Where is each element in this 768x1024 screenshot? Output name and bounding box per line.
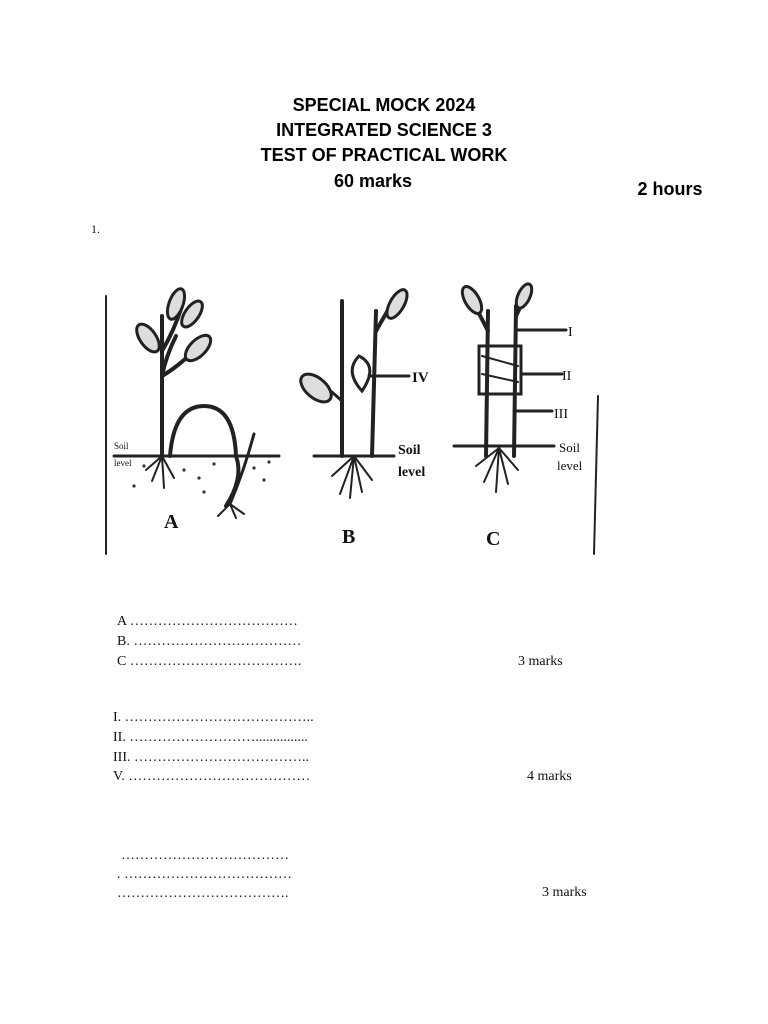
answer-line[interactable]: ……………………………… xyxy=(121,848,289,863)
plant-label-b: B xyxy=(342,526,356,548)
part-label-iv: IV xyxy=(412,370,429,386)
question-number: 1. xyxy=(91,222,100,236)
answer-line-v[interactable]: V. ………………………………… xyxy=(113,769,311,784)
leaf xyxy=(132,320,163,355)
soil-label-a: Soil xyxy=(114,441,129,451)
soil-label-b: Soil xyxy=(398,443,421,458)
exam-title: SPECIAL MOCK 2024 xyxy=(292,95,476,115)
plant-label-c: C xyxy=(486,528,501,550)
subject-title: INTEGRATED SCIENCE 3 xyxy=(276,120,492,140)
part-label-iii: III xyxy=(554,407,568,422)
answer-line[interactable]: . ……………………………… xyxy=(117,867,292,882)
marks-part1: 3 marks xyxy=(518,654,563,669)
answer-line-i[interactable]: I. ………………………………….. xyxy=(113,710,314,725)
part-label-i: I xyxy=(568,325,573,340)
leaf xyxy=(296,369,336,407)
paper-title: TEST OF PRACTICAL WORK xyxy=(260,145,508,165)
marks-part2: 4 marks xyxy=(527,769,572,784)
soil-label-a: level xyxy=(114,458,132,468)
answer-line-b[interactable]: B. ……………………………… xyxy=(117,634,302,649)
soil-label-c: level xyxy=(557,458,583,473)
soil-label-b: level xyxy=(398,465,426,480)
leaf xyxy=(458,284,485,317)
leaf xyxy=(181,331,215,365)
total-marks: 60 marks xyxy=(333,171,413,191)
plant-label-a: A xyxy=(164,511,179,533)
answer-line[interactable]: ………………………………. xyxy=(117,886,289,901)
leaf xyxy=(383,287,411,322)
answer-line-a[interactable]: A ……………………………… xyxy=(117,614,298,629)
part-label-ii: II xyxy=(562,369,572,384)
marks-part3: 3 marks xyxy=(542,885,587,900)
soil-label-c: Soil xyxy=(559,440,580,455)
plant-diagram xyxy=(104,256,604,556)
answer-line-ii[interactable]: II. ………………………............... xyxy=(113,730,308,745)
duration: 2 hours xyxy=(637,179,703,199)
answer-line-c[interactable]: C ………………………………. xyxy=(117,654,302,669)
answer-line-iii[interactable]: III. ……………………………….. xyxy=(113,750,309,765)
leaf xyxy=(513,282,535,311)
